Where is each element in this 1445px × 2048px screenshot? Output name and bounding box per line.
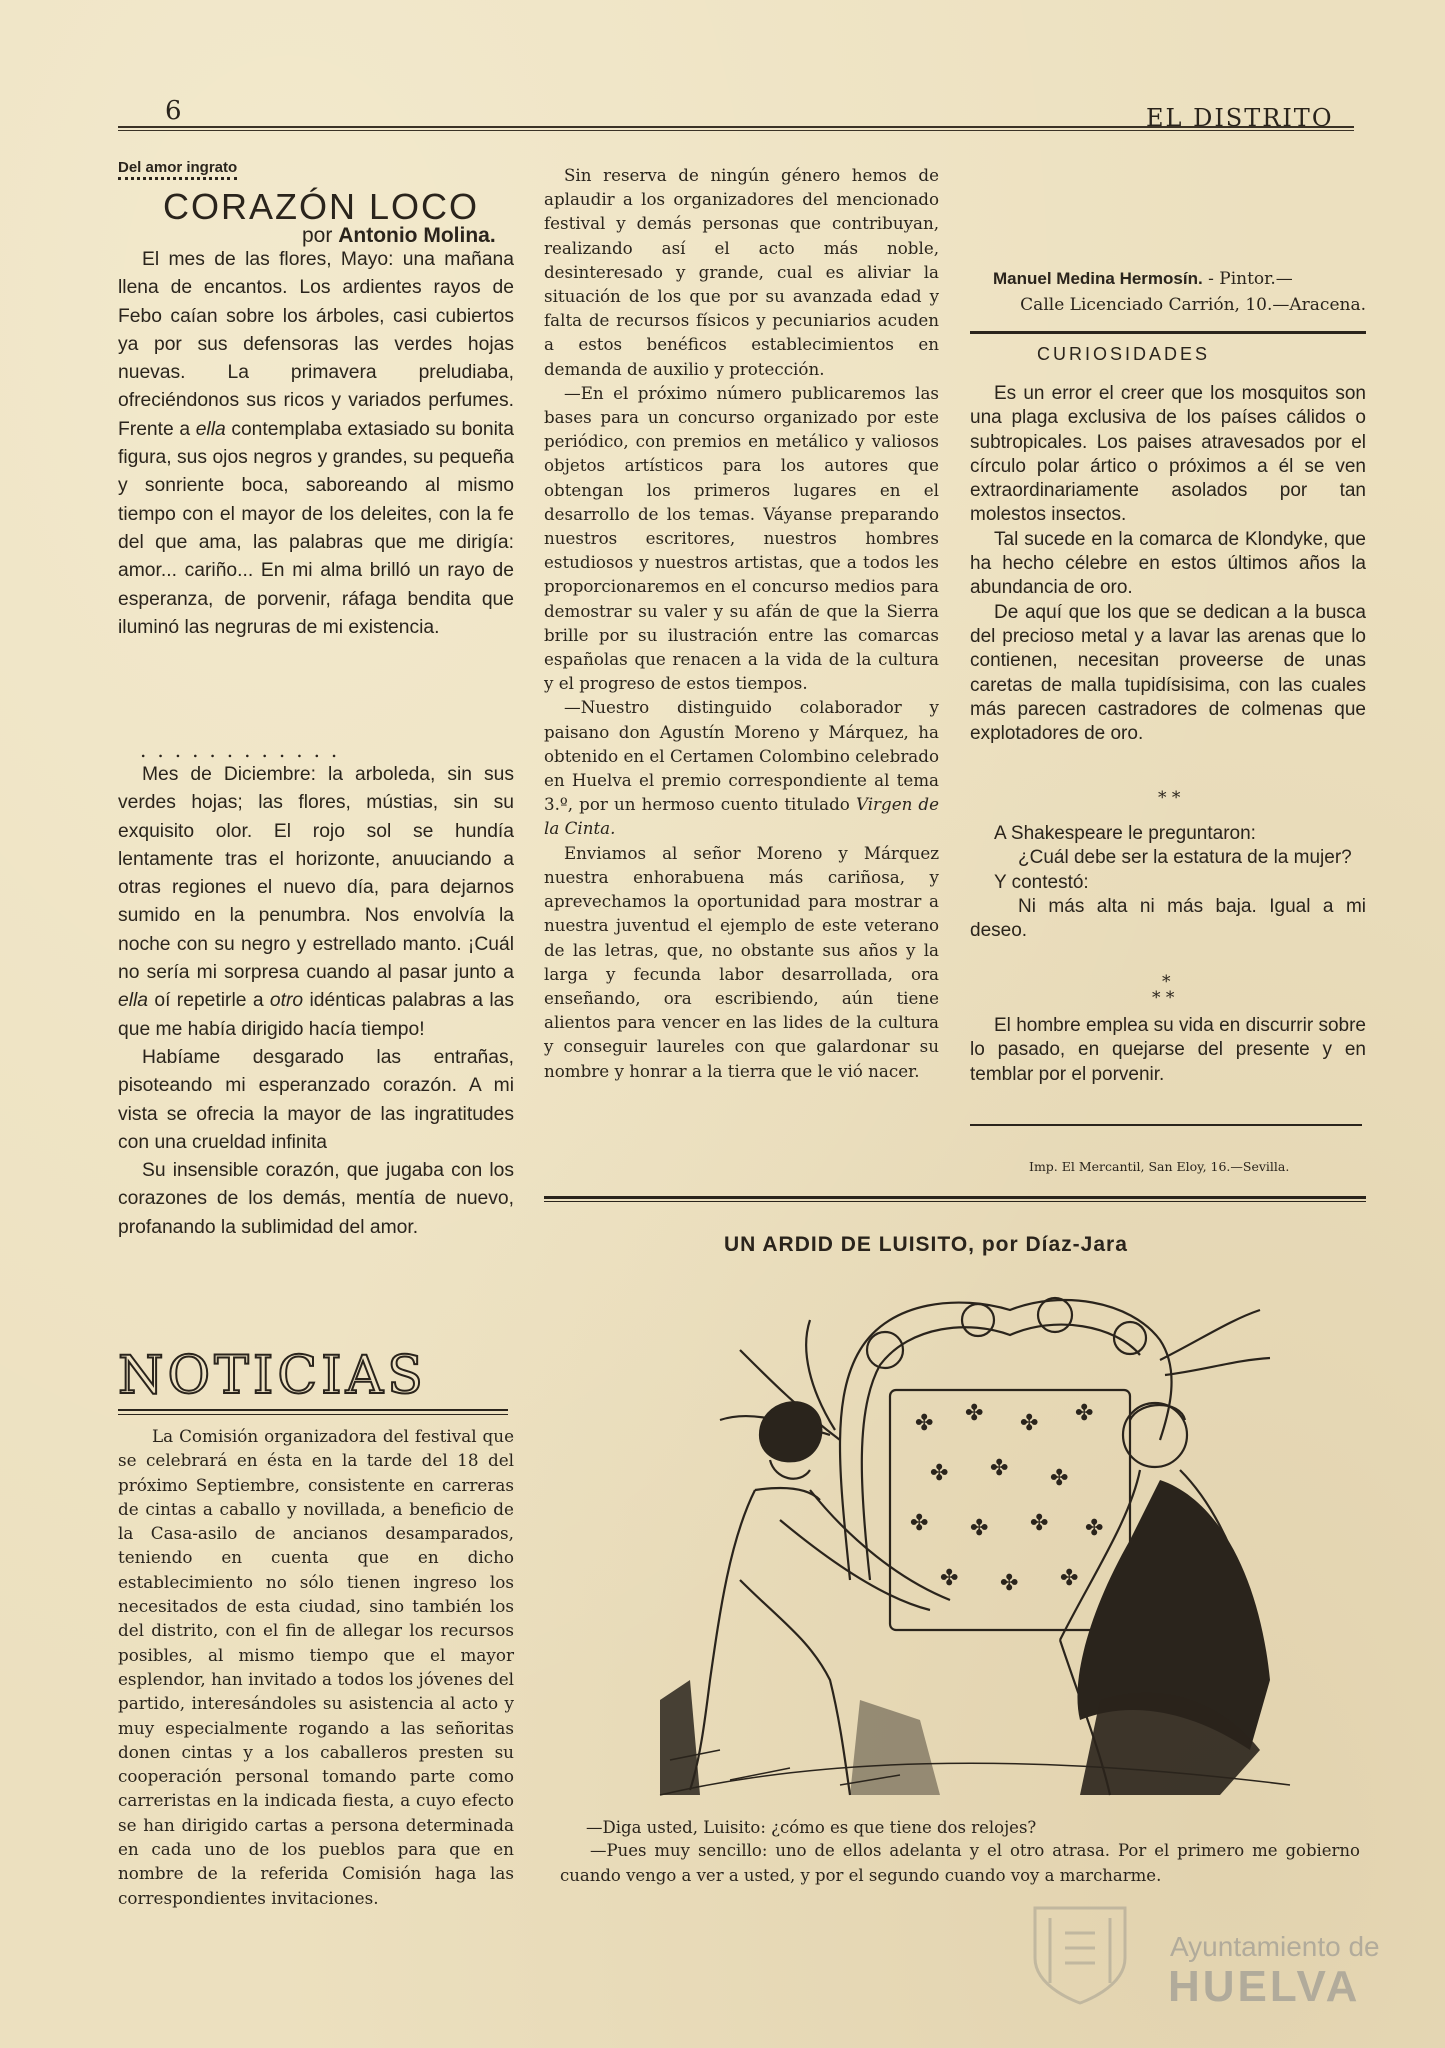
watermark-line-2: HUELVA xyxy=(1168,1962,1361,2011)
article-body-part2 xyxy=(118,761,514,1242)
signature-name: Manuel Medina Hermosín. xyxy=(993,269,1203,288)
section-rule xyxy=(970,331,1366,334)
svg-text:✤: ✤ xyxy=(910,1511,929,1536)
noticias-heading: NOTICIAS xyxy=(118,1346,427,1406)
article-kicker: Del amor ingrato xyxy=(118,159,237,180)
cartoon-caption-answer: —Pues muy sencillo: uno de ellos adelanta y el otro atrasa. Por el primero me gobierno cuando vengo a ver a usted, y por el segundo cuando voy a marcharme. xyxy=(560,1841,1360,1885)
noticias-paragraph-2: Sin reserva de ningún género hemos de aplaudir a los organizadores del mencionado festival y demás personas que contribuyan, realizando así el acto más noble, desinteresado y grande, cual es aliviar la situación de los que por su avanzada edad y falta de recursos físicos y pecuniarios acuden a estos benéficos establecimientos en demanda de auxilio y protección. xyxy=(544,165,939,379)
byline-prefix: por xyxy=(302,224,333,247)
ellipsis-separator: ............ xyxy=(140,738,349,762)
svg-text:✤: ✤ xyxy=(1030,1511,1049,1536)
curiosidades-paragraph-4: El hombre emplea su vida en discurrir sobre lo pasado, en quejarse del presente y en temblar por el porvenir. xyxy=(970,1015,1366,1085)
noticias-body-col1 xyxy=(118,1424,514,1908)
article-title: CORAZÓN LOCO xyxy=(163,186,480,227)
svg-text:✤: ✤ xyxy=(1050,1466,1069,1491)
printer-imprint: Imp. El Mercantil, San Eloy, 16.—Sevilla. xyxy=(1029,1159,1290,1174)
curiosidades-paragraph-3: De aquí que los que se dedican a la busca del precioso metal y a lavar las arenas que lo contienen, necesitan proveerse de unas caretas de malla tupidísisima, con las cuales más parecen castradores de colmenas que explotadores de oro. xyxy=(970,601,1366,745)
curiosidades-body xyxy=(970,382,1366,746)
curiosidades-heading: CURIOSIDADES xyxy=(1037,344,1211,364)
header-rule xyxy=(118,126,1354,128)
svg-text:✤: ✤ xyxy=(915,1411,934,1436)
anecdote-line-4: Ni más alta ni más baja. Igual a mi deseo. xyxy=(970,895,1366,942)
svg-text:✤: ✤ xyxy=(940,1566,959,1591)
byline-author: Antonio Molina. xyxy=(338,224,496,247)
article-byline xyxy=(302,224,496,248)
section-rule-2 xyxy=(970,1124,1362,1126)
noticias-body-col2 xyxy=(544,163,939,1179)
asterism-3: * * xyxy=(1152,988,1175,1008)
article-paragraph-3: Habíame desgarado las entrañas, pisoteando mi esperanzado corazón. A mi vista se ofrecia la mayor de las ingratitudes con una crueldad infinita xyxy=(118,1046,514,1153)
svg-text:✤: ✤ xyxy=(990,1456,1009,1481)
article-paragraph-1: El mes de las flores, Mayo: una mañana llena de encantos. Los ardientes rayos de Febo caían sobre los árboles, casi cubiertos ya por sus defensoras las verdes hojas nuevas. La primavera preludiaba, ofreciéndonos sus ricos y variados perfumes. Frente a ella contemplaba extasiado su bonita figura, sus ojos negros y grandes, su pequeña y sonriente boca, saboreando al mismo tiempo con el mayor de los deleites, con la fe del que ama, las palabras que me dirigía: amor... cariño... En mi alma brilló un rayo de esperanza, de porvenir, ráfaga bendita que iluminó las negruras de mi existencia. xyxy=(118,249,514,638)
masthead: EL DISTRITO xyxy=(1146,104,1334,132)
anecdote-line-2: ¿Cuál debe ser la estatura de la mujer? xyxy=(1018,847,1352,869)
noticias-paragraph-3: —En el próximo número publicaremos las bases para un concurso organizado por este periódico, con premios en metálico y valiosos objetos artísticos para los autores que obtengan los primeros lugares en el desarrollo de los temas. Váyanse preparando nuestros escritores, nuestros hombres estudiosos y nuestros artistas, que a todos les proporcionaremos en el concurso medios para demostrar su valer y su afán de que la Sierra brille por su ilustración entre las comarcas españolas que renacen a la vida de la cultura y el progreso de estos tiempos. xyxy=(544,382,939,694)
svg-text:✤: ✤ xyxy=(970,1516,989,1541)
header-rule-thin xyxy=(118,130,1354,131)
asterism-2: * xyxy=(1162,972,1171,992)
cartoon-rule-thin xyxy=(544,1201,1366,1202)
asterism-1: * * xyxy=(1158,788,1181,808)
svg-text:✤: ✤ xyxy=(1020,1411,1039,1436)
curiosidades-closing xyxy=(970,1014,1366,1087)
svg-text:✤: ✤ xyxy=(1060,1566,1079,1591)
article-paragraph-2: Mes de Diciembre: la arboleda, sin sus verdes hojas; las flores, mústias, sin su exquisito olor. El rojo sol se hundía lentamente tras el horizonte, anuuciando a otras regiones el nuevo día, para dejarnos sumido en la penumbra. Nos envolvía la noche con su negro y estrellado manto. ¡Cuál no sería mi sorpresa cuando al pasar junto a ella oí repetirle a otro idénticas palabras a las que me había dirigido hacía tiempo! xyxy=(118,764,514,1040)
svg-text:✤: ✤ xyxy=(1085,1516,1104,1541)
curiosidades-paragraph-1: Es un error el creer que los mosquitos son una plaga exclusiva de los países cálidos o subtropicales. Los paises atravesados por el círculo polar ártico o próximos a él se ven extraordinariamente asolados por tan molestos insectos. xyxy=(970,383,1366,526)
svg-text:✤: ✤ xyxy=(1000,1571,1019,1596)
svg-text:✤: ✤ xyxy=(1075,1401,1094,1426)
anecdote-line-3: Y contestó: xyxy=(994,871,1089,893)
cartoon-illustration xyxy=(660,1280,1290,1800)
article-body-part1 xyxy=(118,246,514,642)
svg-text:✤: ✤ xyxy=(965,1401,984,1426)
noticias-rule xyxy=(118,1409,508,1411)
noticias-paragraph-5: Enviamos al señor Moreno y Márquez nuestra enhorabuena más cariñosa, y aprevechamos la oportunidad para mostrar a nuestra juventud el ejemplo de este veterano de las letras, que, no obstante sus años y la larga y fecunda labor desarrollada, ora enseñando, ora escribiendo, aún tiene alientos para vencer en las lides de la cultura y conseguir laureles con que galardonar su nombre y honrar a la tierra que le vió nacer. xyxy=(544,842,939,1081)
signature-role: - Pintor.— xyxy=(1202,269,1293,289)
noticias-paragraph-4: —Nuestro distinguido colaborador y paisano don Agustín Moreno y Márquez, ha obtenido en el Certamen Colombino celebrado en Huelva el premio correspondiente al tema 3.º, por un hermoso cuento titulado Virgen de la Cinta. xyxy=(544,697,939,839)
curiosidades-paragraph-2: Tal sucede en la comarca de Klondyke, que ha hecho célebre en estos últimos años la abundancia de oro. xyxy=(970,528,1366,599)
cartoon-caption-question: —Diga usted, Luisito: ¿cómo es que tiene dos relojes? xyxy=(586,1818,1037,1837)
page-number: 6 xyxy=(165,96,182,126)
shakespeare-anecdote xyxy=(970,822,1366,943)
noticias-paragraph-1: La Comisión organizadora del festival que se celebrará en ésta en la tarde del 18 del próximo Septiembre, consistente en carreras de cintas a caballo y novillada, a beneficio de la Casa-asilo de ancianos desamparados, teniendo en cuenta que en dicho establecimiento no sólo tienen ingreso los necesitados de esta ciudad, sino también los del distrito, con el fin de allegar los recursos posibles, al mismo tiempo que el mayor esplendor, han invitado a todos los jóvenes del partido, interesándoles su asistencia al acto y muy especialmente rogando a las señoritas donen cintas y a los caballeros presten su cooperación personal tomando parte como carreristas en la indicada fiesta, a cuyo efecto se han dirigido cartas a persona determinada en cada uno de los pueblos para que en nombre de la referida Comisión haga las correspondientes invitaciones. xyxy=(118,1426,514,1908)
anecdote-line-1: A Shakespeare le preguntaron: xyxy=(994,823,1256,844)
svg-text:✤: ✤ xyxy=(930,1461,949,1486)
cartoon-title: UN ARDID DE LUISITO, por Díaz-Jara xyxy=(724,1233,1128,1256)
noticias-rule-thin xyxy=(118,1414,508,1415)
signature-line xyxy=(993,269,1366,289)
article-paragraph-4: Su insensible corazón, que jugaba con los corazones de los demás, mentía de nuevo, profanando la sublimidad del amor. xyxy=(118,1160,514,1238)
watermark-line-1: Ayuntamiento de xyxy=(1170,1931,1380,1962)
signature-address: Calle Licenciado Carrión, 10.—Aracena. xyxy=(1020,295,1366,315)
cartoon-rule xyxy=(544,1196,1366,1199)
